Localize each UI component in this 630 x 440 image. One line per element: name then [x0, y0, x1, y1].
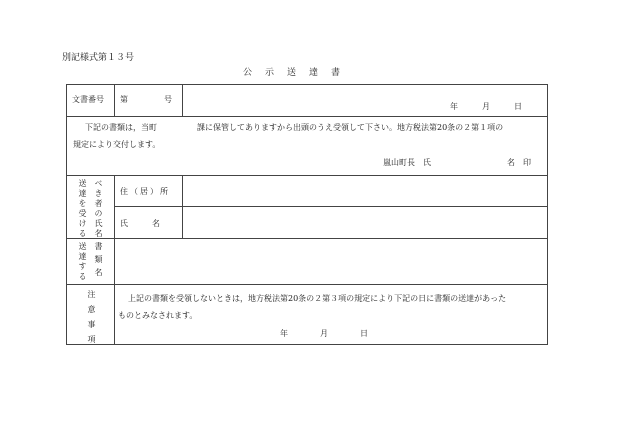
doc-number-label: 文書番号 — [72, 95, 104, 104]
issuer-title: 嵐山町長 氏 — [383, 158, 431, 167]
address-field[interactable] — [184, 177, 546, 205]
notes-label: 注意事項 — [87, 290, 96, 350]
notes-text-line2: ものとみなされます。 — [118, 311, 198, 320]
doc-name-field[interactable] — [116, 240, 546, 283]
doc-name-label-col1: 送達する — [78, 242, 87, 282]
name-field[interactable] — [184, 208, 546, 237]
issue-date: 年 月 日 — [450, 102, 522, 111]
notes-date: 年 月 日 — [280, 329, 368, 338]
notice-text-line2: 規定により交付します。 — [73, 140, 161, 149]
recipient-label-col2: べき者の氏名 — [94, 179, 103, 239]
document-title: 公 示 送 達 書 — [243, 68, 343, 78]
recipient-label-col1: 送達を受ける — [78, 179, 87, 239]
notes-text-line1: 上記の書類を受領しないときは，地方税法第20条の２第３項の規定により下記の日に書類の送達があった — [128, 294, 507, 303]
notice-text-line1: 下記の書類は，当町 課に保管してありますから出頭のうえ受領して下さい。地方税法第20条の２第１項の — [85, 123, 504, 132]
address-label: 住（居）所 — [120, 187, 170, 196]
form-number-label: 別記様式第１３号 — [62, 53, 135, 63]
issuer-name-seal: 名 印 — [507, 158, 531, 167]
doc-name-label-col2: 書類名 — [94, 242, 103, 281]
doc-number-value: 第 号 — [120, 95, 175, 104]
name-label: 氏 名 — [120, 219, 160, 228]
